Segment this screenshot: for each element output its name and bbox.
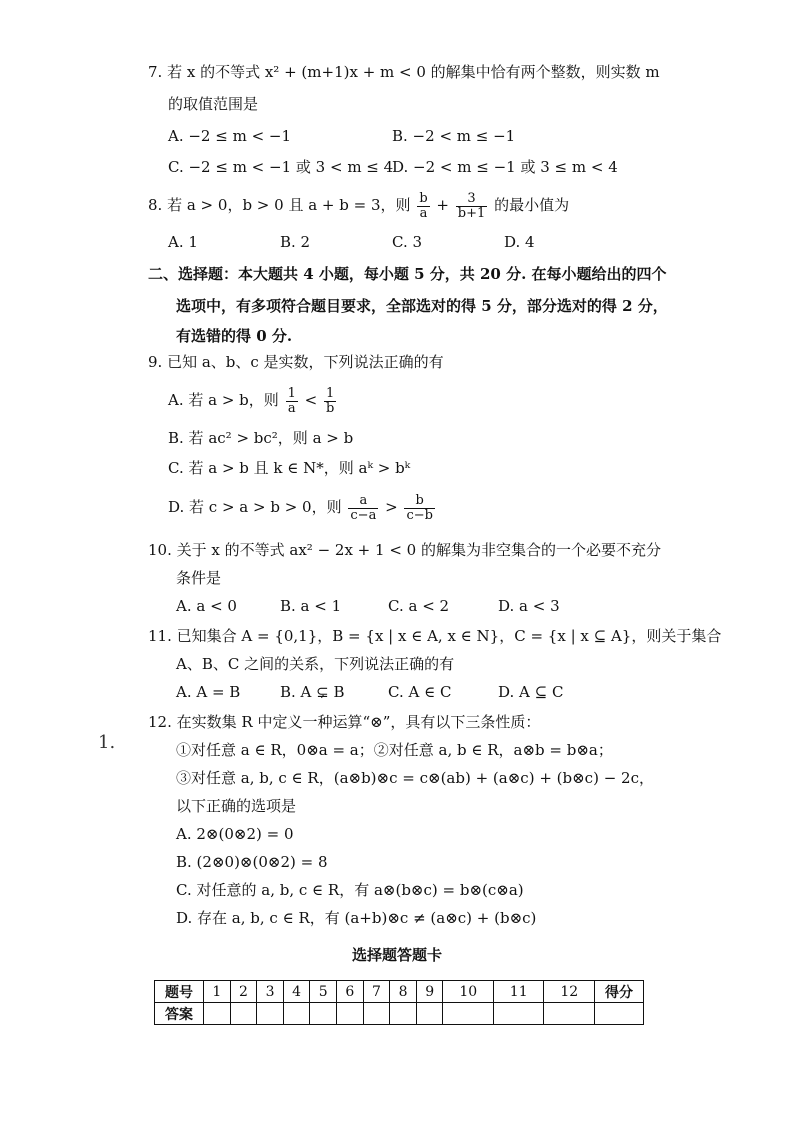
answer-card-number-cell: 9 [416,981,443,1003]
q8-stem-pre: 8. 若 a > 0，b > 0 且 a + b = 3，则 [148,196,411,214]
q9-option-b: B. 若 ac² > bc²，则 a > b [168,429,354,447]
answer-card-score-cell[interactable] [595,1003,644,1025]
q8-option-c: C. 3 [392,233,423,251]
answer-card-answer-cell-11[interactable] [493,1003,543,1025]
q7-stem-line2: 的取值范围是 [168,95,259,113]
q10-option-d: D. a < 3 [498,597,560,615]
section2-instructions-line3: 有选错的得 0 分. [176,327,293,345]
q9-option-c: C. 若 a > b 且 k ∈ N*，则 aᵏ > bᵏ [168,459,411,477]
answer-card-answer-cell-4[interactable] [283,1003,310,1025]
q10-stem-line2: 条件是 [176,569,222,587]
q11-stem-line2: A、B、C 之间的关系，下列说法正确的有 [176,655,455,673]
answer-card-number-cell: 6 [337,981,364,1003]
q9-d-frac1-den: c−a [350,507,377,523]
stray-margin-mark: 1. [98,732,116,753]
answer-card-answer-cell-3[interactable] [257,1003,284,1025]
q7-option-a: A. −2 ≤ m < −1 [168,127,292,145]
answer-card-table [154,980,644,1025]
q12-option-d: D. 存在 a, b, c ∈ R，有 (a+b)⊗c ≠ (a⊗c) + (b⊗c) [176,909,537,927]
q11-option-b: B. A ⊊ B [280,683,345,701]
q12-property-line3: ③对任意 a, b, c ∈ R，(a⊗b)⊗c = c⊗(ab) + (a⊗c) + (b⊗c) − 2c， [176,769,654,787]
q11-option-d: D. A ⊆ C [498,683,564,701]
q9-a-frac2-num: 1 [324,387,336,402]
q10-stem-line1: 10. 关于 x 的不等式 ax² − 2x + 1 < 0 的解集为非空集合的一个必要不充分 [148,541,661,559]
answer-card-number-cell: 5 [310,981,337,1003]
q12-stem-line4: 以下正确的选项是 [176,797,297,815]
q8-fraction-3-over-b1 [456,192,488,221]
answer-card-number-label: 题号 [155,981,204,1003]
q8-option-b: B. 2 [280,233,311,251]
q8-stem [148,188,569,222]
q9-d-frac1-num: a [348,494,378,509]
q8-option-a: A. 1 [168,233,198,251]
q9-a-frac1-den: a [287,400,296,416]
answer-card-answer-cell-12[interactable] [544,1003,595,1025]
answer-card-number-cell: 7 [363,981,390,1003]
answer-card-answer-cell-8[interactable] [390,1003,417,1025]
q7-stem-line1: 7. 若 x 的不等式 x² + (m+1)x + m < 0 的解集中恰有两个整数，则实数 m [148,63,660,81]
q9-option-a [168,383,338,417]
q8-stem-post: 的最小值为 [494,196,570,214]
q9-option-d [168,490,437,524]
q7-option-b: B. −2 < m ≤ −1 [392,127,516,145]
answer-card-number-cell: 10 [443,981,493,1003]
q9-a-frac2 [324,387,336,416]
section2-instructions-line1: 二、选择题：本大题共 4 小题，每小题 5 分，共 20 分. 在每小题给出的四个 [148,265,667,283]
q8-fraction-b-over-a [417,192,429,221]
answer-card-answer-cell-5[interactable] [310,1003,337,1025]
answer-card-number-cell: 12 [544,981,595,1003]
q8-plus: + [436,196,449,214]
q9-d-frac2-num: b [404,494,435,509]
q8-frac2-num: 3 [456,192,488,207]
q12-stem-line1: 12. 在实数集 R 中定义一种运算“⊗”，具有以下三条性质： [148,713,541,731]
q9-d-frac2-den: c−b [406,507,433,523]
answer-card-answer-row [155,1003,644,1025]
q8-frac2-den: b+1 [457,205,486,221]
q9-d-frac1 [348,494,378,523]
q9-d-gt: > [385,498,398,516]
q9-stem: 9. 已知 a、b、c 是实数，下列说法正确的有 [148,353,444,371]
q11-option-a: A. A = B [176,683,241,701]
q9-a-frac1-num: 1 [287,385,296,401]
q10-option-c: C. a < 2 [388,597,450,615]
answer-card-answer-label: 答案 [155,1003,204,1025]
q12-option-c: C. 对任意的 a, b, c ∈ R，有 a⊗(b⊗c) = b⊗(c⊗a) [176,881,524,899]
answer-card-number-cell: 2 [230,981,257,1003]
q11-stem-line1: 11. 已知集合 A = {0,1}，B = {x | x ∈ A, x ∈ N}，C = {x | x ⊆ A}，则关于集合 [148,627,722,645]
q10-option-a: A. a < 0 [176,597,237,615]
q9-a-lt: < [304,391,318,409]
q7-option-d: D. −2 < m ≤ −1 或 3 ≤ m < 4 [392,158,618,176]
q9-a-frac1 [286,387,298,416]
q11-option-c: C. A ∈ C [388,683,452,701]
q9-option-a-pre: A. 若 a > b，则 [168,391,279,409]
q9-option-d-pre: D. 若 c > a > b > 0，则 [168,498,342,516]
answer-card-number-row [155,981,644,1003]
answer-card-number-cell: 3 [257,981,284,1003]
section2-instructions-line2: 选项中，有多项符合题目要求，全部选对的得 5 分，部分选对的得 2 分， [176,297,668,315]
q10-option-b: B. a < 1 [280,597,342,615]
answer-card-number-cell: 8 [390,981,417,1003]
answer-card-number-cell: 11 [493,981,543,1003]
q8-frac1-den: a [419,205,428,221]
q9-a-frac2-den: b [326,400,335,416]
answer-card-answer-cell-9[interactable] [416,1003,443,1025]
answer-card-answer-cell-1[interactable] [204,1003,231,1025]
answer-card-title: 选择题答题卡 [351,946,442,964]
answer-card-answer-cell-7[interactable] [363,1003,390,1025]
q9-d-frac2 [404,494,435,523]
answer-card-number-cell: 1 [204,981,231,1003]
answer-card-score-label: 得分 [595,981,644,1003]
q7-option-c: C. −2 ≤ m < −1 或 3 < m ≤ 4 [168,158,394,176]
q12-option-a: A. 2⊗(0⊗2) = 0 [176,825,294,843]
q8-frac1-num: b [419,190,428,206]
q8-option-d: D. 4 [504,233,535,251]
q12-option-b: B. (2⊗0)⊗(0⊗2) = 8 [176,853,328,871]
answer-card-answer-cell-6[interactable] [337,1003,364,1025]
answer-card-number-cell: 4 [283,981,310,1003]
answer-card-answer-cell-10[interactable] [443,1003,493,1025]
answer-card-answer-cell-2[interactable] [230,1003,257,1025]
q12-property-line2: ①对任意 a ∈ R，0⊗a = a；②对任意 a, b ∈ R，a⊗b = b⊗a； [176,741,613,759]
